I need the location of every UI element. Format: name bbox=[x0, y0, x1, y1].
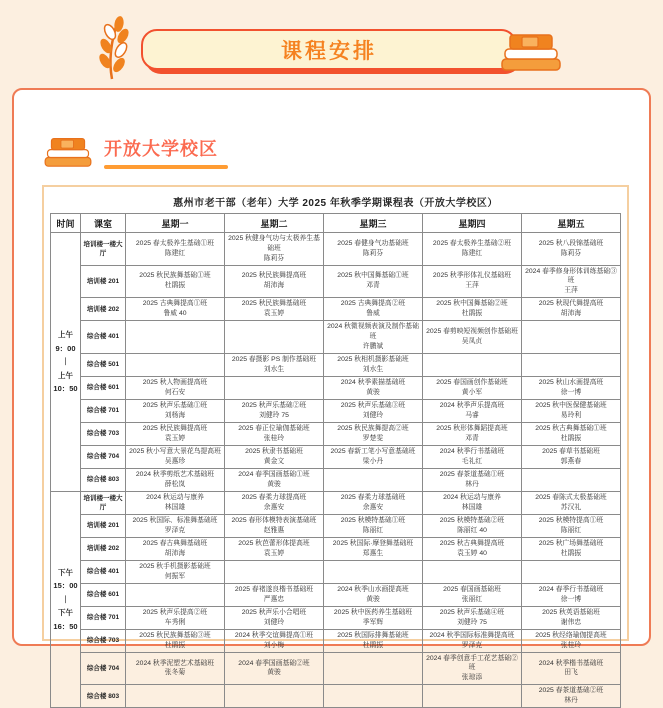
course-cell: 2025 春健身气功基础班 陈莉芬 bbox=[324, 233, 423, 266]
course-cell: 2025 秋模特基础②班 陈丽红 40 bbox=[423, 514, 522, 537]
course-cell: 2025 秋声乐基础②班 刘健玲 75 bbox=[225, 399, 324, 422]
room-cell: 综合楼 701 bbox=[81, 606, 126, 629]
content-panel bbox=[12, 88, 651, 705]
table-row bbox=[51, 298, 621, 321]
course-cell: 2025 秋健身气功与太极养生基础班 陈莉芬 bbox=[225, 233, 324, 266]
column-header: 时间 bbox=[51, 214, 81, 233]
time-block-label: 下午 15：00 ｜ 下午 16：50 bbox=[51, 491, 81, 708]
course-cell bbox=[522, 353, 621, 376]
course-cell: 2025 秋民族舞提高②班 罗楚雯 bbox=[324, 422, 423, 445]
course-cell: 2024 秋季行书基础班 毛礼红 bbox=[423, 445, 522, 468]
table-row bbox=[51, 233, 621, 266]
course-cell: 2025 春剪映短视频创作基础班 吴凤贞 bbox=[423, 321, 522, 354]
column-header: 星期一 bbox=[126, 214, 225, 233]
course-cell: 2024 秋季楷书基础班 田飞 bbox=[522, 652, 621, 685]
course-cell: 2025 秋民族舞基础班 袁玉婷 bbox=[225, 298, 324, 321]
column-header: 星期三 bbox=[324, 214, 423, 233]
course-cell bbox=[225, 560, 324, 583]
room-cell: 综合楼 703 bbox=[81, 629, 126, 652]
course-cell bbox=[126, 583, 225, 606]
course-cell bbox=[522, 321, 621, 354]
course-cell: 2025 春褚遂良楷书基础班 严惠忠 bbox=[225, 583, 324, 606]
room-cell: 综合楼 703 bbox=[81, 422, 126, 445]
table-row bbox=[51, 685, 621, 708]
course-cell: 2025 秋芭蕾形体提高班 袁玉婷 bbox=[225, 537, 324, 560]
course-cell bbox=[522, 468, 621, 491]
course-cell: 2025 秋民族舞提高班 胡沛海 bbox=[225, 265, 324, 298]
course-cell: 2024 春季国画基础②班 黄骏 bbox=[225, 652, 324, 685]
course-cell: 2025 秋声乐基础③班 刘健玲 bbox=[324, 399, 423, 422]
section-title: 开放大学校区 bbox=[104, 139, 218, 159]
course-cell: 2025 春柔力球基础班 余惠安 bbox=[324, 491, 423, 514]
course-cell bbox=[126, 685, 225, 708]
course-cell: 2025 秋英语基础班 谢伟忠 bbox=[522, 606, 621, 629]
course-cell: 2024 秋运动与康养 林国雄 bbox=[126, 491, 225, 514]
room-cell: 综合楼 601 bbox=[81, 376, 126, 399]
course-cell: 2025 秋国际、标准舞基础班 罗泽克 bbox=[126, 514, 225, 537]
course-cell bbox=[324, 685, 423, 708]
books-icon bbox=[42, 134, 94, 170]
course-cell: 2025 秋中国舞基础②班 杜鹃振 bbox=[423, 298, 522, 321]
course-cell: 2025 秋手机摄影基础班 何振军 bbox=[126, 560, 225, 583]
course-cell: 2025 秋声乐基础①班 刘杨海 bbox=[126, 399, 225, 422]
room-cell: 培训楼 201 bbox=[81, 514, 126, 537]
course-cell: 2025 古典舞提高②班 鲁威 bbox=[324, 298, 423, 321]
course-cell: 2025 秋相机摄影基础班 刘水生 bbox=[324, 353, 423, 376]
course-cell: 2025 春新工笔小写意基础班 梁小丹 bbox=[324, 445, 423, 468]
course-cell: 2025 秋经络瑜伽提高班 张桂玲 bbox=[522, 629, 621, 652]
course-cell bbox=[126, 353, 225, 376]
table-row bbox=[51, 265, 621, 298]
column-header: 星期二 bbox=[225, 214, 324, 233]
course-cell bbox=[126, 321, 225, 354]
table-row bbox=[51, 321, 621, 354]
course-cell: 2025 秋中医药养生基础班 季军辉 bbox=[324, 606, 423, 629]
course-cell: 2024 春季行书基础班 徐一博 bbox=[522, 583, 621, 606]
course-cell: 2025 秋声乐小合唱班 刘健玲 bbox=[225, 606, 324, 629]
course-cell: 2025 春摄影 PS 制作基础班 刘水生 bbox=[225, 353, 324, 376]
course-cell: 2025 秋隶书基础班 黄金文 bbox=[225, 445, 324, 468]
course-cell: 2024 秋季山水画提高班 黄骏 bbox=[324, 583, 423, 606]
course-cell: 2025 春古典舞基础班 胡沛海 bbox=[126, 537, 225, 560]
course-cell: 2025 春太极养生基础②班 陈建红 bbox=[423, 233, 522, 266]
course-cell: 2025 春草书基础班 郭燕春 bbox=[522, 445, 621, 468]
table-row bbox=[51, 560, 621, 583]
table-row bbox=[51, 583, 621, 606]
course-cell: 2025 春国画基础班 张丽红 bbox=[423, 583, 522, 606]
course-cell: 2024 春季创意手工花艺基础②班 张琼添 bbox=[423, 652, 522, 685]
table-row bbox=[51, 606, 621, 629]
course-cell bbox=[324, 652, 423, 685]
room-cell: 综合楼 803 bbox=[81, 685, 126, 708]
course-cell: 2025 春陈式太极基础班 苏汉礼 bbox=[522, 491, 621, 514]
section-header bbox=[42, 134, 228, 170]
course-cell: 2024 秋季国际标准舞提高班 罗泽克 bbox=[423, 629, 522, 652]
room-cell: 培训楼一楼大厅 bbox=[81, 233, 126, 266]
table-row bbox=[51, 514, 621, 537]
room-cell: 培训楼 202 bbox=[81, 537, 126, 560]
course-cell: 2025 秋民族舞基础③班 杜鹃振 bbox=[126, 629, 225, 652]
course-cell: 2025 秋声乐提高②班 车秀俐 bbox=[126, 606, 225, 629]
course-cell: 2025 秋季形体礼仪基础班 王萍 bbox=[423, 265, 522, 298]
course-cell: 2025 秋模特提高①班 陈丽红 bbox=[522, 514, 621, 537]
course-cell bbox=[423, 685, 522, 708]
wheat-icon bbox=[88, 16, 140, 82]
course-cell: 2025 秋模特基础①班 陈丽红 bbox=[324, 514, 423, 537]
table-row bbox=[51, 399, 621, 422]
course-cell: 2024 秋季素描基础班 黄骏 bbox=[324, 376, 423, 399]
course-cell: 2024 秋季剪纸艺术基础班 薛松岚 bbox=[126, 468, 225, 491]
course-cell: 2025 秋声乐基础④班 刘健玲 75 bbox=[423, 606, 522, 629]
course-cell: 2025 春正位瑜伽基础班 张桂玲 bbox=[225, 422, 324, 445]
room-cell: 综合楼 401 bbox=[81, 560, 126, 583]
room-cell: 综合楼 704 bbox=[81, 652, 126, 685]
room-cell: 综合楼 704 bbox=[81, 445, 126, 468]
top-banner bbox=[0, 26, 663, 72]
course-cell: 2025 秋中国舞基础①班 邓青 bbox=[324, 265, 423, 298]
course-cell: 2025 春茶道基础②班 林丹 bbox=[522, 685, 621, 708]
course-cell: 2024 秋季泥塑艺术基础班 张冬菊 bbox=[126, 652, 225, 685]
column-header: 星期五 bbox=[522, 214, 621, 233]
course-cell: 2024 秋季声乐提高班 马睿 bbox=[423, 399, 522, 422]
course-cell: 2025 秋八段锦基础班 陈莉芬 bbox=[522, 233, 621, 266]
course-cell bbox=[423, 353, 522, 376]
table-row bbox=[51, 376, 621, 399]
course-cell: 2025 春形体模特表演基础班 赵雅惠 bbox=[225, 514, 324, 537]
room-cell: 综合楼 701 bbox=[81, 399, 126, 422]
books-icon bbox=[498, 31, 564, 73]
room-cell: 培训楼 202 bbox=[81, 298, 126, 321]
course-cell: 2024 春季国画基础①班 黄骏 bbox=[225, 468, 324, 491]
room-cell: 培训楼 201 bbox=[81, 265, 126, 298]
banner-title: 课程安排 bbox=[281, 39, 377, 63]
course-cell: 2025 秋国际·摩登舞基础班 郑惠生 bbox=[324, 537, 423, 560]
schedule-table-card bbox=[42, 185, 629, 705]
course-cell: 2025 秋古典舞提高班 袁玉婷 40 bbox=[423, 537, 522, 560]
time-block-label: 上午 9：00 ｜ 上午 10：50 bbox=[51, 233, 81, 492]
room-cell: 综合楼 501 bbox=[81, 353, 126, 376]
course-table bbox=[50, 213, 621, 708]
table-row bbox=[51, 652, 621, 685]
table-title: 惠州市老干部（老年）大学 2025 年秋季学期课程表（开放大学校区） bbox=[173, 198, 498, 209]
course-cell: 2025 春国画创作基础班 黄小军 bbox=[423, 376, 522, 399]
course-cell: 2025 秋山水画提高班 徐一博 bbox=[522, 376, 621, 399]
course-cell: 2025 秋现代舞提高班 胡沛海 bbox=[522, 298, 621, 321]
room-cell: 综合楼 803 bbox=[81, 468, 126, 491]
course-cell bbox=[522, 560, 621, 583]
course-cell: 2025 秋小写意大景花鸟提高班 吴惠珍 bbox=[126, 445, 225, 468]
course-cell bbox=[225, 376, 324, 399]
course-cell: 2024 春季修身形体训练基础③班 王萍 bbox=[522, 265, 621, 298]
room-cell: 综合楼 401 bbox=[81, 321, 126, 354]
banner-pill bbox=[141, 29, 517, 70]
course-cell bbox=[423, 560, 522, 583]
course-cell: 2025 秋人物画提高班 何石安 bbox=[126, 376, 225, 399]
course-cell: 2025 秋国际排舞基础班 杜鹃振 bbox=[324, 629, 423, 652]
course-cell: 2025 秋中医保健基础班 易玲利 bbox=[522, 399, 621, 422]
table-row bbox=[51, 629, 621, 652]
course-cell: 2024 秋微视频表演及制作基础班 许鹏斌 bbox=[324, 321, 423, 354]
column-header: 课室 bbox=[81, 214, 126, 233]
course-cell bbox=[225, 321, 324, 354]
course-cell: 2025 春柔力球提高班 余惠安 bbox=[225, 491, 324, 514]
table-row bbox=[51, 353, 621, 376]
section-title-underline bbox=[104, 165, 228, 169]
course-cell: 2025 春茶道基础①班 林丹 bbox=[423, 468, 522, 491]
room-cell: 综合楼 601 bbox=[81, 583, 126, 606]
course-cell: 2025 秋民族舞基础①班 杜鹃振 bbox=[126, 265, 225, 298]
table-row bbox=[51, 491, 621, 514]
course-cell: 2024 秋季交谊舞提高①班 刘小梅 bbox=[225, 629, 324, 652]
column-header: 星期四 bbox=[423, 214, 522, 233]
table-row bbox=[51, 468, 621, 491]
course-cell bbox=[225, 685, 324, 708]
course-cell: 2025 秋古典舞基础①班 杜鹃振 bbox=[522, 422, 621, 445]
table-row bbox=[51, 422, 621, 445]
course-cell: 2025 古典舞提高①班 鲁威 40 bbox=[126, 298, 225, 321]
course-cell: 2025 秋民族舞提高班 袁玉婷 bbox=[126, 422, 225, 445]
course-cell: 2025 秋广场舞基础班 杜鹃振 bbox=[522, 537, 621, 560]
table-row bbox=[51, 537, 621, 560]
course-cell bbox=[324, 468, 423, 491]
course-cell: 2025 秋形体舞蹈提高班 邓青 bbox=[423, 422, 522, 445]
table-row bbox=[51, 445, 621, 468]
course-cell: 2024 秋运动与康养 林国雄 bbox=[423, 491, 522, 514]
room-cell: 培训楼一楼大厅 bbox=[81, 491, 126, 514]
course-cell bbox=[324, 560, 423, 583]
course-cell: 2025 春太极养生基础①班 陈建红 bbox=[126, 233, 225, 266]
